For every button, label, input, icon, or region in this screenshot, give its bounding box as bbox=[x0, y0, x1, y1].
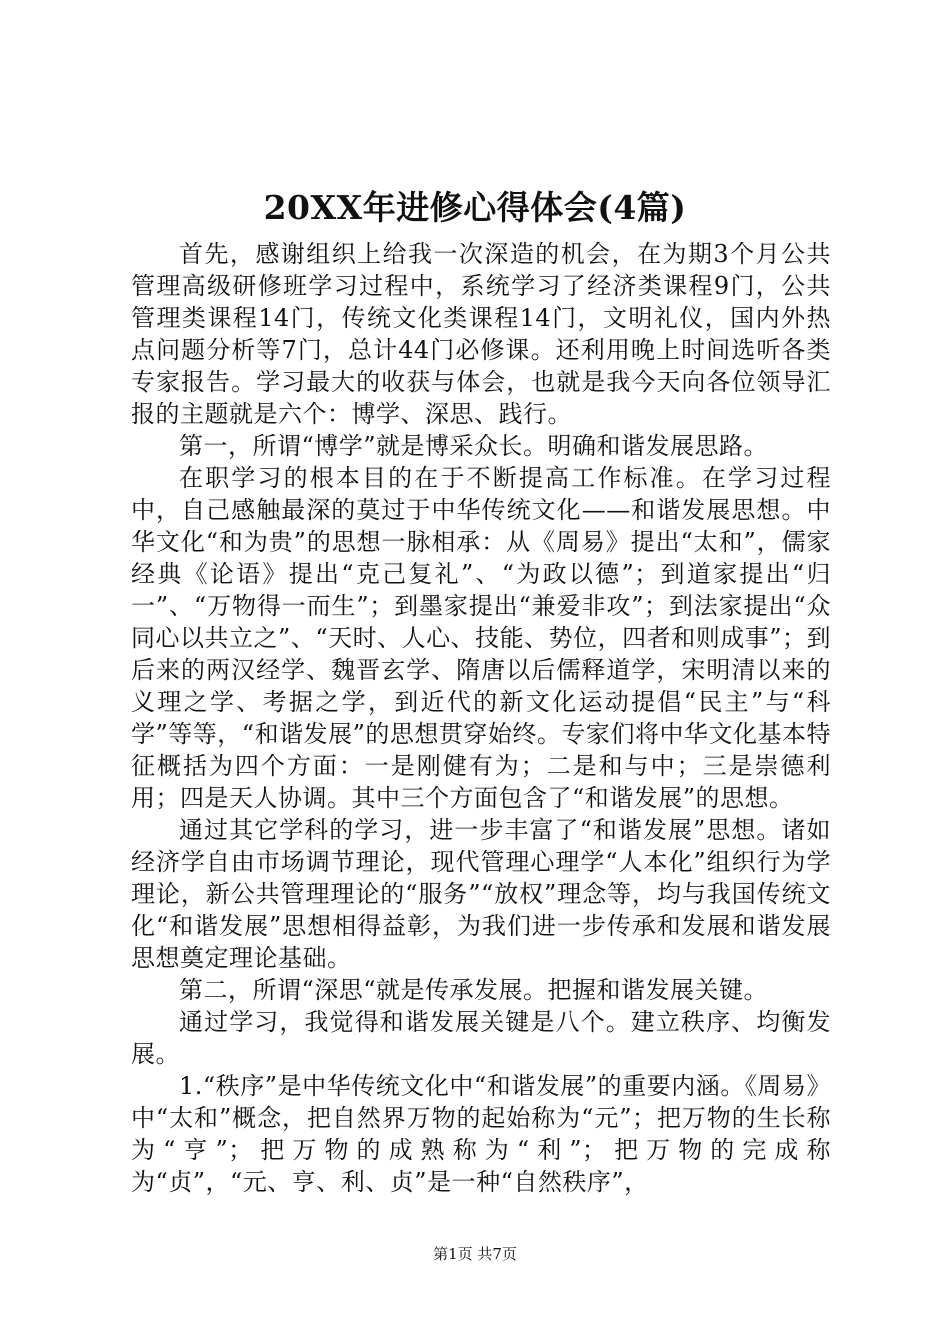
paragraph: 第二，所谓“深思“就是传承发展。把握和谐发展关键。 bbox=[179, 976, 769, 1004]
page-number-footer: 第1页 共7页 bbox=[433, 1245, 517, 1263]
paragraph: 通过其它学科的学习，进一步丰富了“和谐发展”思想。诸如经济学自由市场调节理论，现代管理心理学“人本化”组织行为学理论，新公共管理理论的“服务”“放权”理念等，均与我国传统文化“和谐发展”思想相得益彰，为我们进一步传承和发展和谐发展思想奠定理论基础。 bbox=[131, 816, 831, 972]
paragraph: 1.“秩序”是中华传统文化中“和谐发展”的重要内涵。《周易》中“太和”概念，把自然界万物的起始称为“元”；把万物的生长称为“亨”；把万物的成熟称为“利”；把万物的完成称为“贞”，“元、亨、利、贞”是一种“自然秩序”， bbox=[131, 1072, 831, 1196]
document-body bbox=[131, 238, 831, 1198]
paragraph: 在职学习的根本目的在于不断提高工作标准。在学习过程中，自己感触最深的莫过于中华传统文化——和谐发展思想。中华文化“和为贵”的思想一脉相承：从《周易》提出“太和”，儒家经典《论语》提出“克己复礼”、“为政以德”；到道家提出“归一”、“万物得一而生”；到墨家提出“兼爱非攻”；到法家提出“众同心以共立之”、“天时、人心、技能、势位，四者和则成事”；到后来的两汉经学、魏晋玄学、隋唐以后儒释道学，宋明清以来的义理之学、考据之学，到近代的新文化运动提倡“民主”与“科学”等等，“和谐发展”的思想贯穿始终。专家们将中华文化基本特征概括为四个方面：一是刚健有为；二是和与中；三是崇德利用；四是天人协调。其中三个方面包含了“和谐发展”的思想。 bbox=[131, 464, 831, 812]
document-title: 20XX年进修心得体会(4篇) bbox=[263, 188, 687, 227]
paragraph: 通过学习，我觉得和谐发展关键是八个。建立秩序、均衡发展。 bbox=[131, 1008, 831, 1068]
paragraph: 首先，感谢组织上给我一次深造的机会，在为期3个月公共管理高级研修班学习过程中，系统学习了经济类课程9门，公共管理类课程14门，传统文化类课程14门，文明礼仪，国内外热点问题分析等7门，总计44门必修课。还利用晚上时间选听各类专家报告。学习最大的收获与体会，也就是我今天向各位领导汇报的主题就是六个：博学、深思、践行。 bbox=[131, 240, 831, 428]
paragraph: 第一，所谓“博学”就是博采众长。明确和谐发展思路。 bbox=[179, 432, 769, 460]
